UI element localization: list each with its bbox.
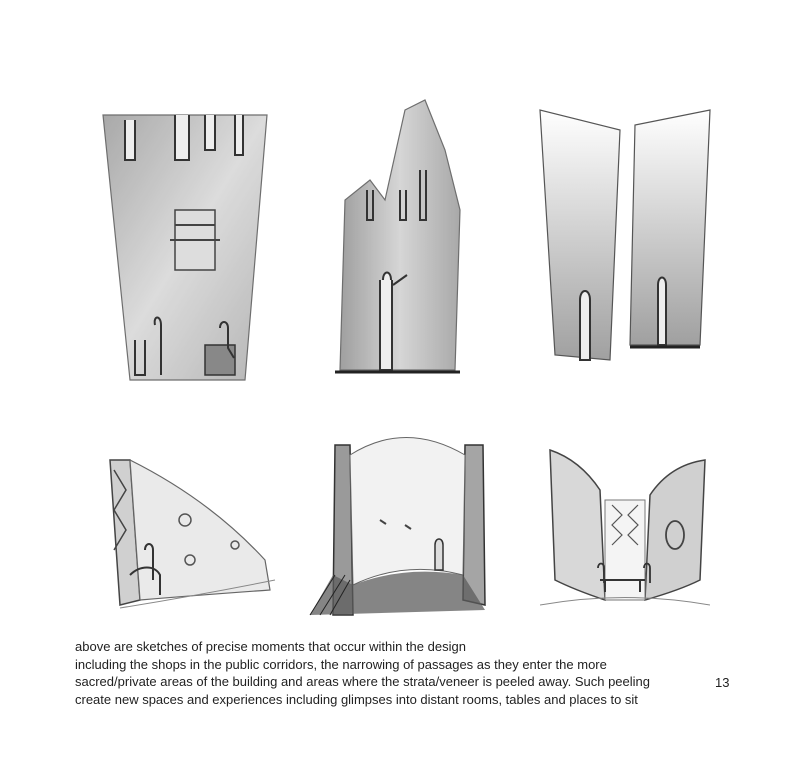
caption-text [75, 638, 695, 708]
pencil-sketch-image [305, 425, 500, 620]
pencil-sketch-image [530, 100, 720, 370]
pencil-sketch-image [95, 100, 275, 390]
caption-line: including the shops in the public corridors, the narrowing of passages as they enter the more [75, 656, 607, 672]
sketch-narrowing-passage [325, 90, 475, 390]
sketch-corridor-shop [95, 100, 275, 390]
sketch-twin-walls [530, 100, 720, 370]
caption-line: above are sketches of precise moments that occur within the design [75, 639, 466, 654]
caption-line: create new spaces and experiences including glimpses into distant rooms, tables and places to sit [75, 691, 638, 707]
page-number: 13 [715, 675, 730, 690]
pencil-sketch-image [100, 450, 280, 615]
pencil-sketch-image [325, 90, 475, 390]
caption-line: sacred/private areas of the building and areas where the strata/veneer is peeled away. Such peeling [75, 674, 651, 689]
sketch-peeled-walls-table [540, 440, 710, 610]
sketch-curved-room [305, 425, 500, 620]
pencil-sketch-image [540, 440, 710, 610]
sketch-peeled-wall-seating [100, 450, 280, 615]
